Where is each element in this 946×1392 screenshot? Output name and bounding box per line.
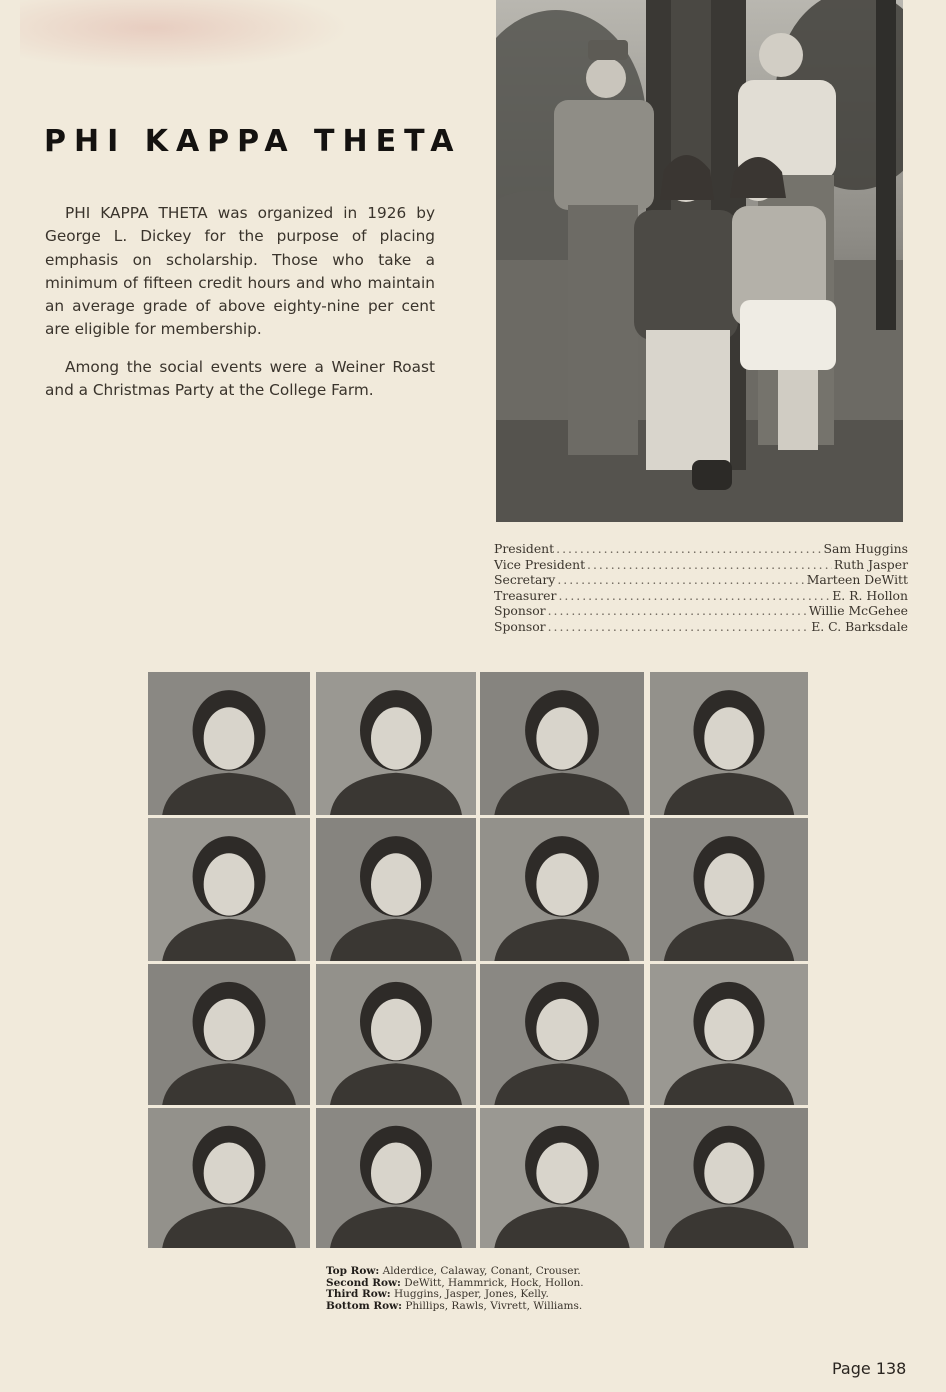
portrait-silhouette xyxy=(480,1108,644,1248)
caption-row-label: Top Row: xyxy=(326,1265,380,1277)
portrait-silhouette xyxy=(316,964,476,1105)
member-portrait xyxy=(650,1108,808,1248)
leader-dots xyxy=(587,557,832,573)
leader-dots xyxy=(556,541,821,557)
portrait-silhouette xyxy=(650,1108,808,1248)
officer-name: Sam Huggins xyxy=(823,541,908,556)
leader-dots xyxy=(548,619,810,635)
member-portraits-grid xyxy=(148,672,812,1250)
member-portrait xyxy=(480,964,644,1105)
member-portrait xyxy=(650,672,808,815)
member-portrait xyxy=(316,818,476,961)
member-portrait xyxy=(650,964,808,1105)
caption-row-label: Third Row: xyxy=(326,1288,391,1301)
page-number: Page 138 xyxy=(832,1359,907,1378)
officer-role: Secretary xyxy=(494,572,556,587)
group-photo-illustration xyxy=(496,0,903,522)
portrait-caption xyxy=(326,1266,686,1312)
officer-role: Vice President xyxy=(494,556,586,572)
portrait-silhouette xyxy=(650,964,808,1105)
portrait-silhouette xyxy=(316,1108,476,1248)
member-portrait xyxy=(316,964,476,1105)
group-photo xyxy=(496,0,903,522)
portrait-silhouette xyxy=(148,1108,310,1248)
portrait-silhouette xyxy=(650,672,808,815)
officers-list xyxy=(494,541,908,634)
portrait-silhouette xyxy=(480,964,644,1105)
caption-row-label: Bottom Row: xyxy=(326,1299,402,1312)
portrait-silhouette xyxy=(148,964,310,1105)
portrait-silhouette xyxy=(316,672,476,815)
member-portrait xyxy=(650,818,808,961)
officer-row xyxy=(494,588,908,604)
officer-role: President xyxy=(494,541,555,556)
member-portrait xyxy=(316,672,476,815)
portrait-silhouette xyxy=(148,672,310,815)
portrait-silhouette xyxy=(480,672,644,815)
officer-name: E. R. Hollon xyxy=(832,587,908,603)
member-portrait xyxy=(480,672,644,815)
member-portrait xyxy=(148,964,310,1105)
leader-dots xyxy=(558,588,830,604)
member-portrait xyxy=(148,1108,310,1248)
officer-row xyxy=(494,603,908,619)
officer-name: Willie McGehee xyxy=(808,603,908,618)
leader-dots xyxy=(557,572,804,588)
caption-row-names: Huggins, Jasper, Jones, Kelly. xyxy=(393,1288,549,1301)
member-portrait xyxy=(316,1108,476,1248)
officer-role: Sponsor xyxy=(494,618,546,634)
caption-line xyxy=(326,1301,686,1313)
intro-paragraph-1: PHI KAPPA THETA was organized in 1926 by George L. Dickey for the purpose of placing emphasis on scholarship. Those who take a minimum of fifteen credit hours and who maintain an average grade of above eighty-nine per cent are eligible for membership. xyxy=(45,204,435,339)
officer-role: Sponsor xyxy=(494,603,546,618)
officer-name: E. C. Barksdale xyxy=(811,618,908,634)
member-portrait xyxy=(480,1108,644,1248)
member-portrait xyxy=(148,672,310,815)
intro-text xyxy=(45,202,435,416)
officer-name: Ruth Jasper xyxy=(833,556,908,572)
officer-row xyxy=(494,557,908,573)
leader-dots xyxy=(548,603,807,619)
portrait-silhouette xyxy=(316,818,476,961)
member-portrait xyxy=(148,818,310,961)
portrait-silhouette xyxy=(650,818,808,961)
officer-row xyxy=(494,572,908,588)
officer-row xyxy=(494,541,908,557)
caption-row-names: Alderdice, Calaway, Conant, Crouser. xyxy=(382,1265,581,1277)
caption-row-names: DeWitt, Hammrick, Hock, Hollon. xyxy=(404,1276,584,1289)
caption-row-label: Second Row: xyxy=(326,1276,401,1289)
portrait-silhouette xyxy=(148,818,310,961)
page-title: PHI KAPPA THETA xyxy=(44,124,462,159)
officer-name: Marteen DeWitt xyxy=(806,572,908,587)
caption-row-names: Phillips, Rawls, Vivrett, Williams. xyxy=(405,1299,583,1312)
member-portrait xyxy=(480,818,644,961)
officer-role: Treasurer xyxy=(494,587,557,603)
intro-paragraph-2: Among the social events were a Weiner Roast and a Christmas Party at the College Farm. xyxy=(45,357,435,400)
portrait-silhouette xyxy=(480,818,644,961)
officer-row xyxy=(494,619,908,635)
page-stain xyxy=(20,0,350,70)
